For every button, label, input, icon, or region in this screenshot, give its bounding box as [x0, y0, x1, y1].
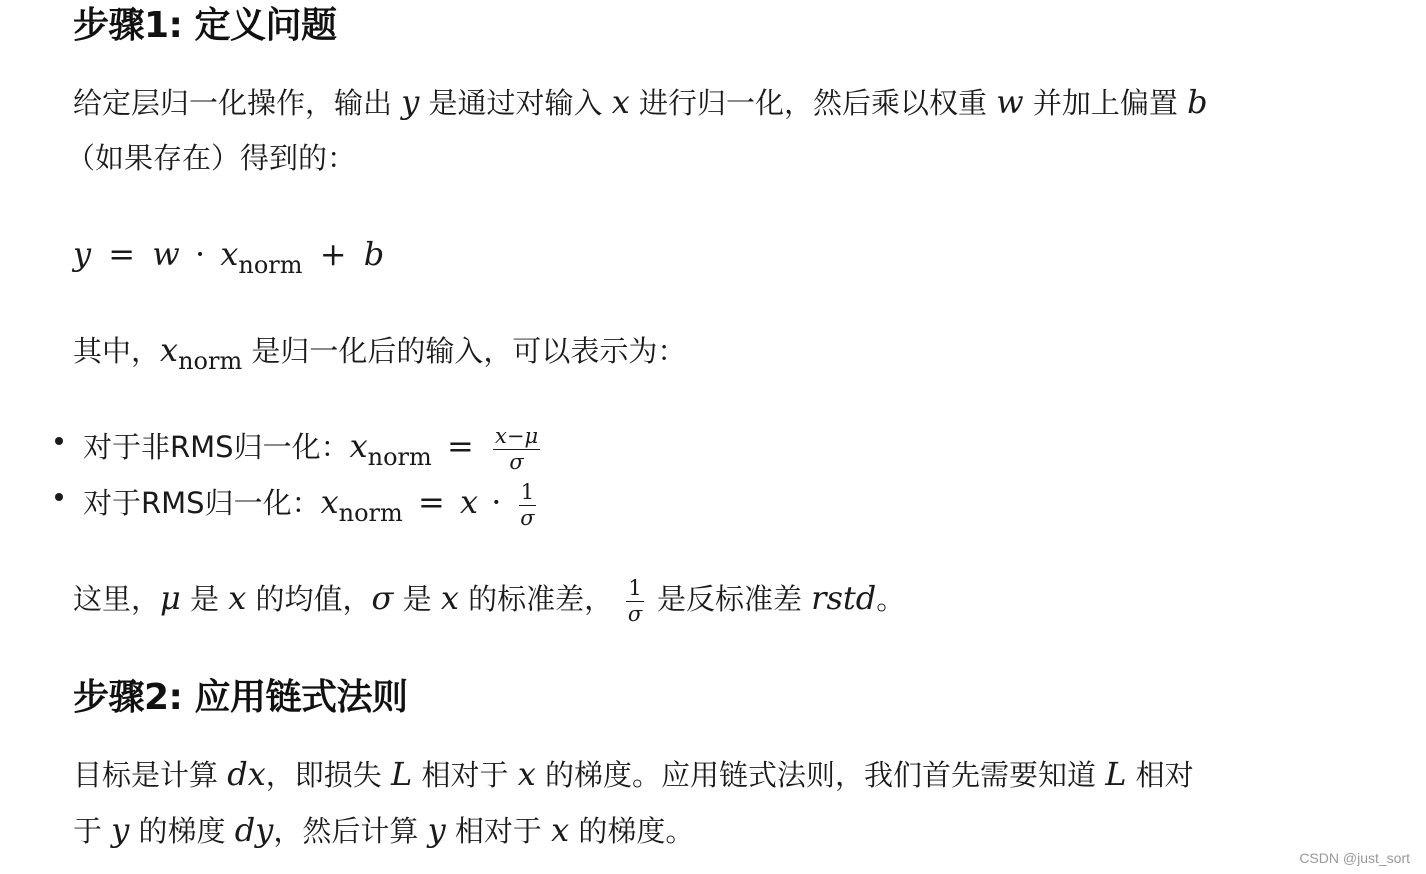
- bullet-label: 对于非RMS归一化：: [83, 430, 350, 464]
- bullet-rhs-x: x: [460, 483, 479, 521]
- s2-text-6: 于: [73, 814, 103, 848]
- bullet-x: x: [349, 427, 368, 465]
- def-x1: x: [228, 579, 247, 617]
- s2-y: y: [111, 811, 130, 849]
- intro-paragraph-line2: （如果存在）得到的：: [66, 141, 357, 175]
- eq-w: w: [152, 235, 180, 273]
- def-mu: μ: [160, 579, 181, 617]
- fraction-numerator: 1: [520, 479, 535, 504]
- definitions-paragraph: [73, 570, 905, 627]
- s2-text-9: 相对于: [454, 814, 542, 848]
- intro-paragraph-line1: [73, 74, 1208, 131]
- fraction: [493, 425, 540, 474]
- intro-text-4: 并加上偏置: [1032, 86, 1178, 120]
- step2-heading: 步骤2: 应用链式法则: [73, 677, 408, 718]
- s2-dx: dx: [227, 755, 266, 793]
- bullet-label: 对于RMS归一化：: [83, 486, 321, 520]
- s2-text-3: 相对于: [421, 758, 509, 792]
- s2-text-4: 的梯度。应用链式法则，我们首先需要知道: [544, 758, 1096, 792]
- where-paragraph: [73, 322, 686, 389]
- fraction-numerator: 1: [628, 575, 642, 600]
- var-w: w: [996, 83, 1024, 121]
- bullet-dot-operator: ·: [491, 483, 502, 521]
- bullet-dot-icon: [55, 437, 63, 445]
- eq-sub-norm: norm: [238, 251, 303, 279]
- s2-L2: L: [1105, 755, 1127, 793]
- bullet-x: x: [320, 483, 339, 521]
- def-text-5: 的标准差，: [468, 582, 614, 616]
- bullet-sub-norm: norm: [338, 499, 403, 527]
- s2-x: x: [517, 755, 536, 793]
- s2-text-2: ，即损失: [265, 758, 382, 792]
- main-equation: [73, 226, 384, 293]
- s2-x2: x: [551, 811, 570, 849]
- intro-text-2: 是通过对输入: [428, 86, 603, 120]
- eq-y: y: [73, 235, 92, 273]
- var-y: y: [401, 83, 420, 121]
- fraction-denominator: σ: [627, 601, 643, 626]
- bullet-item-rms: [55, 474, 540, 541]
- s2-text-1: 目标是计算: [73, 758, 219, 792]
- where-x: x: [160, 331, 179, 369]
- def-text-6: 是反标准差: [656, 582, 802, 616]
- def-sigma: σ: [371, 579, 394, 617]
- fraction-denominator: σ: [520, 505, 535, 530]
- s2-L: L: [391, 755, 413, 793]
- bullet-dot-icon: [55, 493, 63, 501]
- s2-text-10: 的梯度。: [578, 814, 695, 848]
- def-text-4: 是: [402, 582, 432, 616]
- eq-equals: =: [108, 235, 136, 273]
- intro-text-1: 给定层归一化操作，输出: [73, 86, 393, 120]
- step2-paragraph-line2: [73, 802, 694, 859]
- def-rstd: rstd: [811, 579, 877, 617]
- where-text-1: 其中，: [73, 334, 161, 368]
- eq-x: x: [220, 235, 239, 273]
- s2-text-5: 相对: [1135, 758, 1194, 792]
- def-text-3: 的均值，: [255, 582, 372, 616]
- s2-text-7: 的梯度: [138, 814, 226, 848]
- s2-dy: dy: [234, 811, 274, 849]
- def-text-1: 这里，: [73, 582, 161, 616]
- watermark: CSDN @just_sort: [1299, 850, 1410, 866]
- fraction: [519, 481, 536, 530]
- eq-dot: ·: [194, 235, 206, 273]
- def-x2: x: [440, 579, 459, 617]
- where-text-2: 是归一化后的输入，可以表示为：: [251, 334, 687, 368]
- s2-y2: y: [427, 811, 446, 849]
- var-x: x: [611, 83, 630, 121]
- step1-heading: 步骤1: 定义问题: [73, 5, 337, 46]
- step2-paragraph-line1: [73, 746, 1194, 803]
- where-sub-norm: norm: [178, 347, 243, 375]
- bullet-equals: =: [418, 483, 445, 521]
- def-text-2: 是: [190, 582, 220, 616]
- fraction: [626, 577, 643, 626]
- eq-b: b: [363, 235, 385, 273]
- intro-text-3: 进行归一化，然后乘以权重: [639, 86, 988, 120]
- fraction-denominator: σ: [509, 449, 524, 474]
- var-b: b: [1187, 83, 1208, 121]
- fraction-numerator: x−μ: [495, 423, 539, 448]
- bullet-sub-norm: norm: [367, 443, 432, 471]
- eq-plus: +: [319, 235, 347, 273]
- bullet-equals: =: [447, 427, 474, 465]
- def-text-7: 。: [876, 582, 906, 616]
- s2-text-8: ，然后计算: [273, 814, 419, 848]
